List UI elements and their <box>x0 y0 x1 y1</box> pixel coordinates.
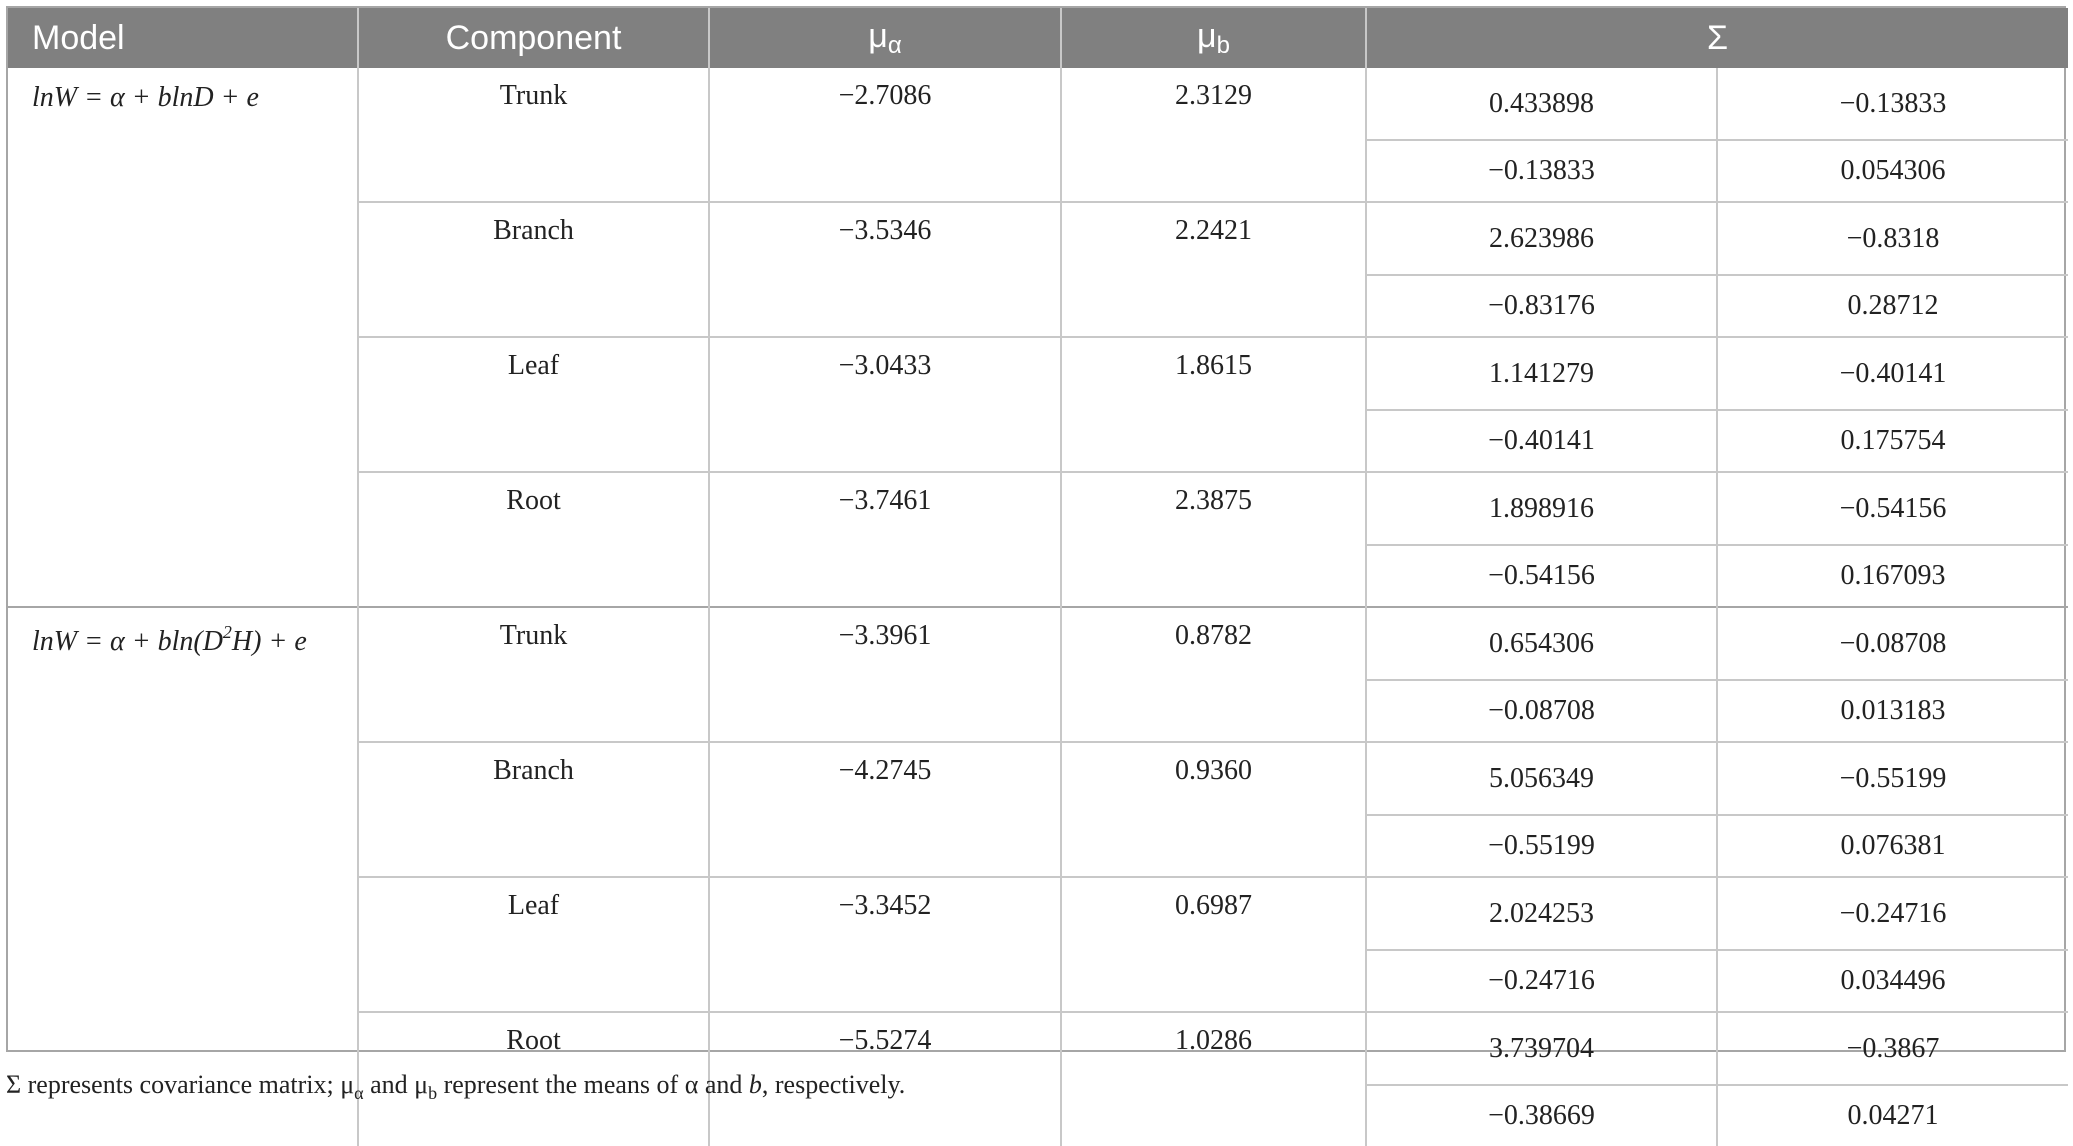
model-group-1 <box>8 68 2068 607</box>
header-model: Model <box>8 8 358 68</box>
component-cell-empty <box>358 275 709 337</box>
mu-b-cell-empty <box>1061 140 1366 202</box>
mu-alpha-cell: −5.5274 <box>709 1012 1061 1085</box>
sigma-cell: 0.433898 <box>1366 68 1717 140</box>
component-cell-empty <box>358 950 709 1012</box>
mu-b-cell-empty <box>1061 950 1366 1012</box>
component-cell-empty <box>358 140 709 202</box>
sigma-cell: −0.40141 <box>1717 337 2068 410</box>
sigma-cell: −0.13833 <box>1717 68 2068 140</box>
sigma-cell: −0.54156 <box>1717 472 2068 545</box>
mu-alpha-cell-empty <box>709 815 1061 877</box>
table-row <box>8 68 2068 140</box>
header-mu-alpha-subscript: α <box>887 31 902 59</box>
mu-b-cell: 2.2421 <box>1061 202 1366 275</box>
component-cell: Branch <box>358 742 709 815</box>
model-1-formula <box>8 68 358 607</box>
sigma-cell: −0.24716 <box>1717 877 2068 950</box>
mu-alpha-cell-empty <box>709 275 1061 337</box>
model-group-2 <box>8 607 2068 1146</box>
component-cell: Branch <box>358 202 709 275</box>
mu-alpha-cell: −3.0433 <box>709 337 1061 410</box>
mu-b-cell: 0.6987 <box>1061 877 1366 950</box>
sigma-cell: 2.024253 <box>1366 877 1717 950</box>
sigma-cell: 2.623986 <box>1366 202 1717 275</box>
mu-alpha-cell-empty <box>709 680 1061 742</box>
mu-alpha-cell: −3.3452 <box>709 877 1061 950</box>
header-mu-alpha <box>709 8 1061 68</box>
sigma-cell: −0.55199 <box>1717 742 2068 815</box>
sigma-cell: −0.54156 <box>1366 545 1717 607</box>
sigma-cell: −0.40141 <box>1366 410 1717 472</box>
mu-b-cell: 0.8782 <box>1061 607 1366 680</box>
sigma-cell: 0.167093 <box>1717 545 2068 607</box>
footnote-italic-b: b <box>748 1070 762 1099</box>
component-cell: Leaf <box>358 877 709 950</box>
footnote-subscript-b: b <box>428 1083 438 1103</box>
mu-b-cell-empty <box>1061 1085 1366 1146</box>
footnote-text-2: and μ <box>363 1070 429 1099</box>
model-1-formula-rhs: = α + blnD + e <box>77 82 259 113</box>
header-component: Component <box>358 8 709 68</box>
mu-b-cell: 2.3129 <box>1061 68 1366 140</box>
sigma-cell: 0.076381 <box>1717 815 2068 877</box>
header-mu-b-subscript: b <box>1216 31 1230 59</box>
table-header-row <box>8 8 2068 68</box>
footnote-text-4: , respectively. <box>761 1070 906 1099</box>
sigma-cell: 0.175754 <box>1717 410 2068 472</box>
sigma-cell: 0.054306 <box>1717 140 2068 202</box>
mu-alpha-cell-empty <box>709 545 1061 607</box>
sigma-cell: 0.28712 <box>1717 275 2068 337</box>
mu-b-cell-empty <box>1061 815 1366 877</box>
sigma-cell: 0.654306 <box>1366 607 1717 680</box>
sigma-cell: −0.13833 <box>1366 140 1717 202</box>
mu-b-cell-empty <box>1061 275 1366 337</box>
model-2-formula-superscript: 2 <box>222 622 232 642</box>
sigma-cell: 3.739704 <box>1366 1012 1717 1085</box>
header-mu-b-symbol: μ <box>1197 16 1217 55</box>
footnote-subscript-alpha: α <box>354 1083 364 1103</box>
table-row <box>8 607 2068 680</box>
sigma-cell: −0.3867 <box>1717 1012 2068 1085</box>
mu-alpha-cell-empty <box>709 950 1061 1012</box>
model-2-formula-rhs-end: H) + e <box>231 626 307 657</box>
sigma-cell: −0.08708 <box>1366 680 1717 742</box>
sigma-cell: −0.55199 <box>1366 815 1717 877</box>
model-1-formula-lhs: lnW <box>32 82 78 113</box>
sigma-cell: −0.24716 <box>1366 950 1717 1012</box>
component-cell: Trunk <box>358 68 709 140</box>
sigma-cell: 0.04271 <box>1717 1085 2068 1146</box>
footnote-text-3: represent the means of α and <box>437 1070 749 1099</box>
mu-b-cell: 2.3875 <box>1061 472 1366 545</box>
mu-alpha-cell: −3.3961 <box>709 607 1061 680</box>
sigma-cell: −0.8318 <box>1717 202 2068 275</box>
component-cell-empty <box>358 815 709 877</box>
sigma-cell: 5.056349 <box>1366 742 1717 815</box>
model-2-formula-rhs-start: = α + bln(D <box>77 626 223 657</box>
component-cell-empty <box>358 545 709 607</box>
sigma-cell: −0.38669 <box>1366 1085 1717 1146</box>
component-cell: Trunk <box>358 607 709 680</box>
header-sigma: Σ <box>1366 8 2068 68</box>
header-mu-b <box>1061 8 1366 68</box>
table-footnote <box>6 1070 905 1104</box>
model-2-formula <box>8 607 358 1146</box>
covariance-table <box>8 8 2068 1146</box>
component-cell-empty <box>358 410 709 472</box>
mu-b-cell-empty <box>1061 680 1366 742</box>
component-cell-empty <box>358 680 709 742</box>
component-cell: Leaf <box>358 337 709 410</box>
mu-alpha-cell: −4.2745 <box>709 742 1061 815</box>
mu-alpha-cell-empty <box>709 410 1061 472</box>
mu-alpha-cell: −3.7461 <box>709 472 1061 545</box>
mu-alpha-cell: −2.7086 <box>709 68 1061 140</box>
component-cell: Root <box>358 472 709 545</box>
sigma-cell: −0.08708 <box>1717 607 2068 680</box>
sigma-cell: 0.013183 <box>1717 680 2068 742</box>
mu-alpha-cell-empty <box>709 140 1061 202</box>
mu-b-cell: 1.0286 <box>1061 1012 1366 1085</box>
mu-b-cell: 0.9360 <box>1061 742 1366 815</box>
sigma-cell: 1.898916 <box>1366 472 1717 545</box>
mu-b-cell: 1.8615 <box>1061 337 1366 410</box>
sigma-cell: 1.141279 <box>1366 337 1717 410</box>
sigma-cell: −0.83176 <box>1366 275 1717 337</box>
sigma-cell: 0.034496 <box>1717 950 2068 1012</box>
header-mu-alpha-symbol: μ <box>868 16 888 55</box>
mu-b-cell-empty <box>1061 410 1366 472</box>
mu-b-cell-empty <box>1061 545 1366 607</box>
footnote-text-1: Σ represents covariance matrix; μ <box>6 1070 355 1099</box>
mu-alpha-cell: −3.5346 <box>709 202 1061 275</box>
component-cell: Root <box>358 1012 709 1085</box>
model-2-formula-lhs: lnW <box>32 626 78 657</box>
